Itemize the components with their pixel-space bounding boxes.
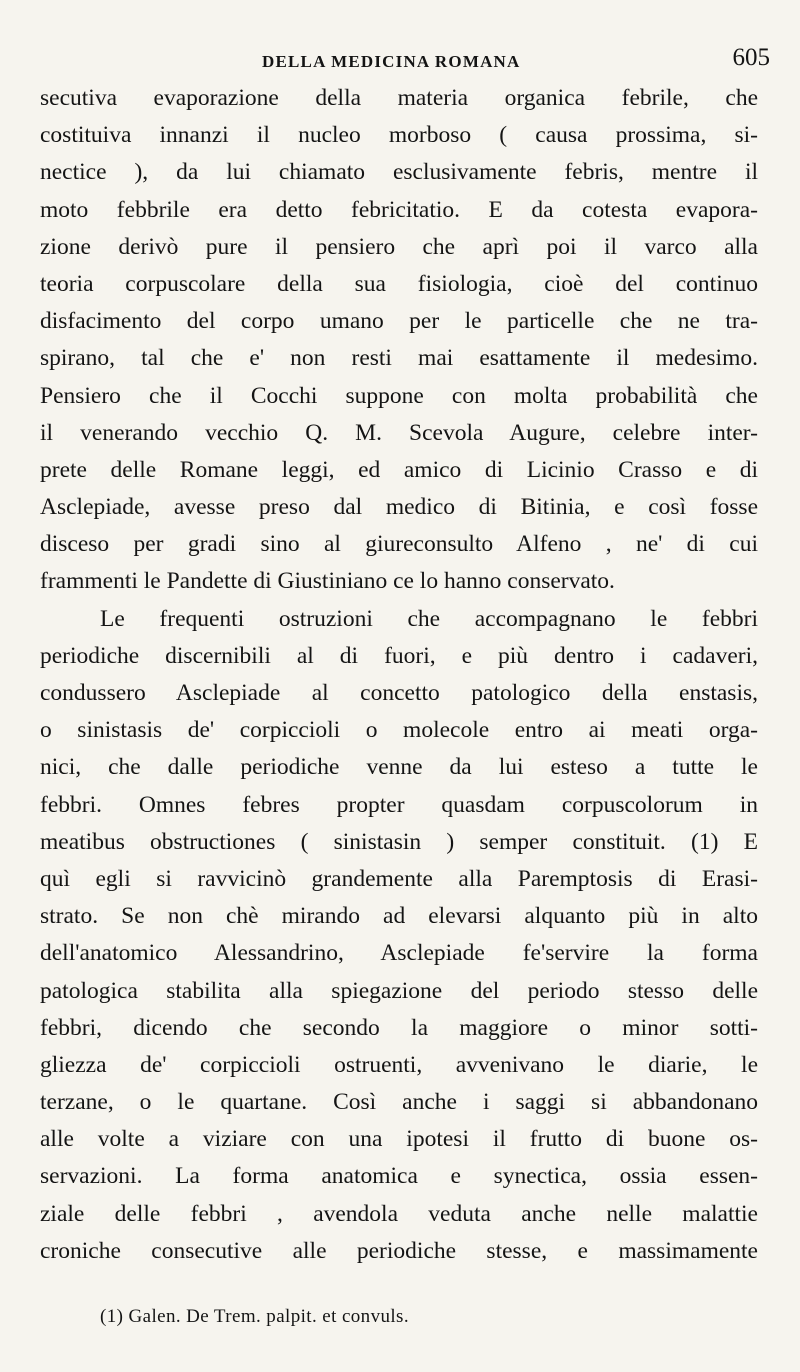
text-line: spirano, tal che e' non resti mai esattamente il medesimo. [40, 345, 758, 372]
text-line: frammenti le Pandette di Giustiniano ce lo hanno conservato. [40, 568, 615, 595]
text-line: strato. Se non chè mirando ad elevarsi alquanto più in alto [40, 903, 758, 930]
text-line: il venerando vecchio Q. M. Scevola Augure, celebre inter- [40, 419, 758, 446]
text-line: nectice ), da lui chiamato esclusivamente febris, mentre il [40, 159, 758, 186]
text-line: alle volte a viziare con una ipotesi il frutto di buone os- [40, 1126, 758, 1153]
text-line: periodiche discernibili al di fuori, e più dentro i cadaveri, [40, 642, 758, 669]
text-line: servazioni. La forma anatomica e synectica, ossia essen- [40, 1163, 758, 1190]
text-line: costituiva innanzi il nucleo morboso ( causa prossima, si- [40, 122, 758, 149]
page-header [40, 44, 770, 78]
text-line: ziale delle febbri , avendola veduta anche nelle malattie [40, 1200, 758, 1227]
paragraph-first-line: Le frequenti ostruzioni che accompagnano le febbri [100, 605, 758, 632]
footnote-divider [40, 1296, 240, 1297]
body-text [40, 80, 758, 1270]
text-line: gliezza de' corpiccioli ostruenti, avvenivano le diarie, le [40, 1051, 758, 1078]
footnote: (1) Galen. De Trem. palpit. et convuls. [100, 1306, 409, 1327]
text-line: febbri. Omnes febres propter quasdam corpuscolorum in [40, 791, 758, 818]
text-line: dell'anatomico Alessandrino, Asclepiade fe'servire la forma [40, 940, 758, 967]
text-line: condussero Asclepiade al concetto patologico della enstasis, [40, 680, 758, 706]
text-line: disceso per gradi sino al giureconsulto Alfeno , ne' di cui [40, 531, 758, 558]
text-line: meatibus obstructiones ( sinistasin ) semper constituit. (1) E [40, 828, 758, 855]
text-line: secutiva evaporazione della materia organica febrile, che [40, 85, 758, 111]
text-line: croniche consecutive alle periodiche stesse, e massimamente [40, 1237, 758, 1264]
text-line: febbri, dicendo che secondo la maggiore o minor sotti- [40, 1014, 758, 1041]
text-line: o sinistasis de' corpiccioli o molecole entro ai meati orga- [40, 717, 758, 744]
running-head: DELLA MEDICINA ROMANA [262, 52, 521, 71]
text-line: patologica stabilita alla spiegazione del periodo stesso delle [40, 977, 758, 1004]
text-line: prete delle Romane leggi, ed amico di Licinio Crasso e di [40, 456, 758, 483]
text-line: teoria corpuscolare della sua fisiologia, cioè del continuo [40, 270, 758, 297]
text-line: zione derivò pure il pensiero che aprì poi il varco alla [40, 233, 758, 260]
text-line: terzane, o le quartane. Così anche i saggi si abbandonano [40, 1089, 758, 1116]
page-number: 605 [732, 44, 770, 71]
text-line: nici, che dalle periodiche venne da lui esteso a tutte le [40, 754, 758, 781]
text-line: disfacimento del corpo umano per le particelle che ne tra- [40, 308, 758, 335]
text-line: Pensiero che il Cocchi suppone con molta probabilità che [40, 382, 758, 409]
text-line: Asclepiade, avesse preso dal medico di Bitinia, e così fosse [40, 494, 758, 521]
text-line: quì egli si ravvicinò grandemente alla Paremptosis di Erasi- [40, 865, 758, 892]
text-line: moto febbrile era detto febricitatio. E da cotesta evapora- [40, 196, 758, 223]
